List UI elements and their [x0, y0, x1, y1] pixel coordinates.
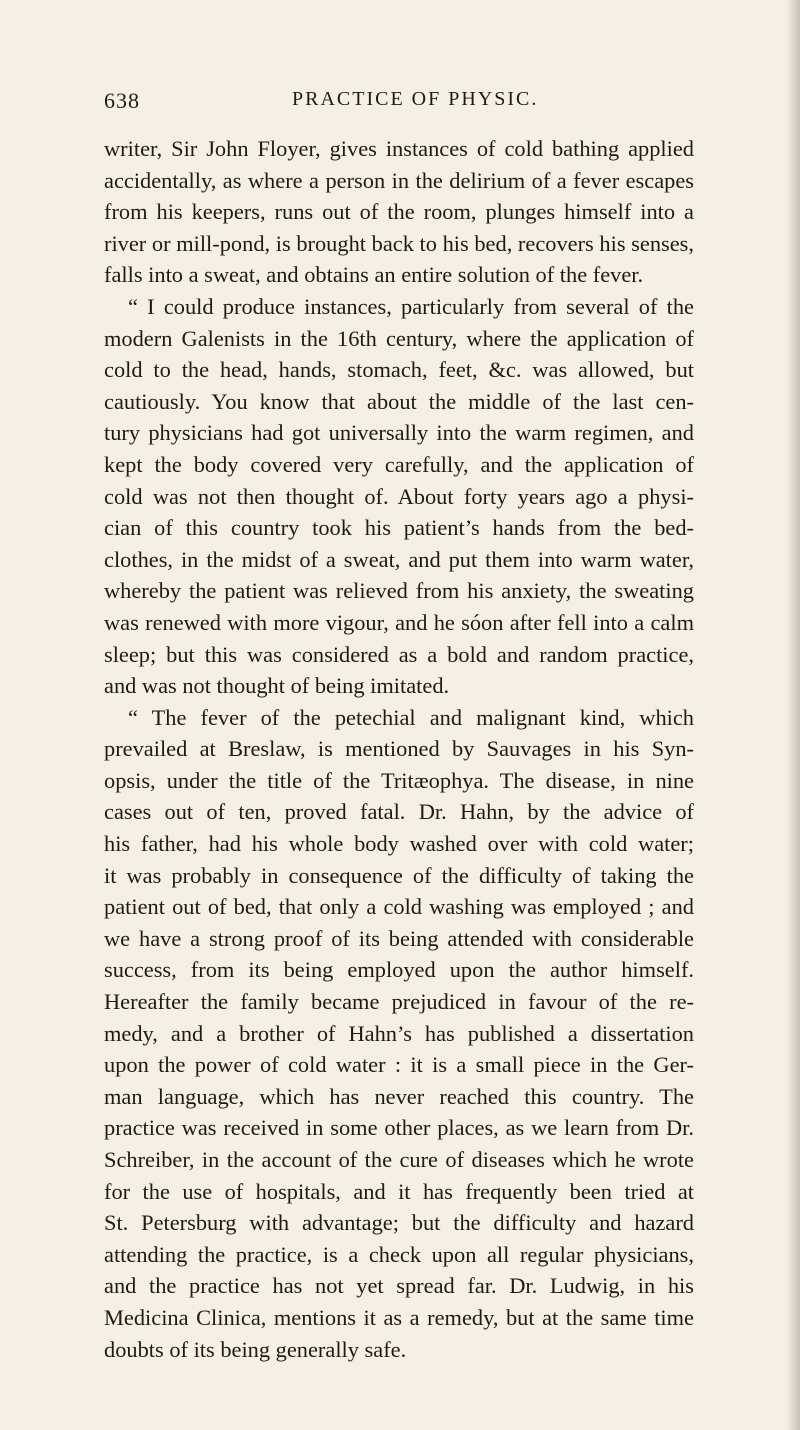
text-line: we have a strong proof of its being attended with considerable — [104, 925, 694, 951]
running-head — [104, 88, 694, 118]
text-line: tury physicians had got universally into the warm regimen, and — [104, 420, 694, 446]
text-line: prevailed at Breslaw, is mentioned by Sauvages in his Syn- — [104, 736, 694, 762]
text-line: kept the body covered very carefully, and the application of — [104, 451, 694, 477]
paragraph-start-line: “ I could produce instances, particularly from several of the — [128, 293, 694, 319]
paragraph-start-line: “ The fever of the petechial and malignant kind, which — [128, 704, 694, 730]
text-line: medy, and a brother of Hahn’s has published a dissertation — [104, 1020, 694, 1046]
text-line: opsis, under the title of the Tritæophya. The disease, in nine — [104, 767, 694, 793]
text-line: clothes, in the midst of a sweat, and put them into warm water, — [104, 546, 694, 572]
text-line: success, from its being employed upon the author himself. — [104, 957, 694, 983]
text-line: river or mill-pond, is brought back to his bed, recovers his senses, — [104, 230, 694, 256]
text-line: cases out of ten, proved fatal. Dr. Hahn, by the advice of — [104, 799, 694, 825]
text-line: Schreiber, in the account of the cure of diseases which he wrote — [104, 1147, 694, 1172]
text-line: and the practice has not yet spread far. Dr. Ludwig, in his — [104, 1273, 694, 1299]
text-line: his father, had his whole body washed over with cold water; — [104, 831, 694, 857]
text-line: doubts of its being generally safe. — [104, 1336, 407, 1362]
text-line: Medicina Clinica, mentions it as a remedy, but at the same time — [104, 1304, 694, 1330]
text-line: man language, which has never reached this country. The — [104, 1083, 694, 1109]
text-line: modern Galenists in the 16th century, where the application of — [104, 325, 694, 351]
text-line: falls into a sweat, and obtains an entire solution of the fever. — [104, 262, 644, 288]
text-line: it was probably in consequence of the difficulty of taking the — [104, 862, 694, 888]
text-line: accidentally, as where a person in the delirium of a fever escapes — [104, 167, 694, 193]
running-title: PRACTICE OF PHYSIC. — [292, 88, 539, 110]
text-line: St. Petersburg with advantage; but the difficulty and hazard — [104, 1210, 694, 1236]
text-line: Hereafter the family became prejudiced in favour of the re- — [104, 989, 694, 1015]
page-edge-shadow — [786, 0, 800, 1430]
text-line: from his keepers, runs out of the room, plunges himself into a — [104, 199, 694, 225]
text-line: patient out of bed, that only a cold washing was employed ; and — [104, 894, 694, 920]
text-line: sleep; but this was considered as a bold and random practice, — [104, 641, 694, 667]
text-line: writer, Sir John Floyer, gives instances of cold bathing applied — [104, 136, 694, 161]
body-text — [104, 133, 694, 1365]
text-line: for the use of hospitals, and it has frequently been tried at — [104, 1178, 694, 1204]
text-line: upon the power of cold water : it is a small piece in the Ger- — [104, 1052, 694, 1078]
text-line: and was not thought of being imitated. — [104, 673, 450, 699]
text-line: whereby the patient was relieved from his anxiety, the sweating — [104, 578, 694, 604]
text-line: cold to the head, hands, stomach, feet, &c. was allowed, but — [104, 357, 694, 383]
text-line: attending the practice, is a check upon all regular physicians, — [104, 1241, 694, 1267]
text-line: cold was not then thought of. About forty years ago a physi- — [104, 483, 694, 509]
text-line: practice was received in some other places, as we learn from Dr. — [104, 1115, 694, 1141]
text-line: cian of this country took his patient’s hands from the bed- — [104, 515, 694, 541]
text-line: was renewed with more vigour, and he sóon after fell into a calm — [104, 609, 694, 635]
page-number: 638 — [104, 88, 140, 113]
text-line: cautiously. You know that about the middle of the last cen- — [104, 388, 694, 414]
